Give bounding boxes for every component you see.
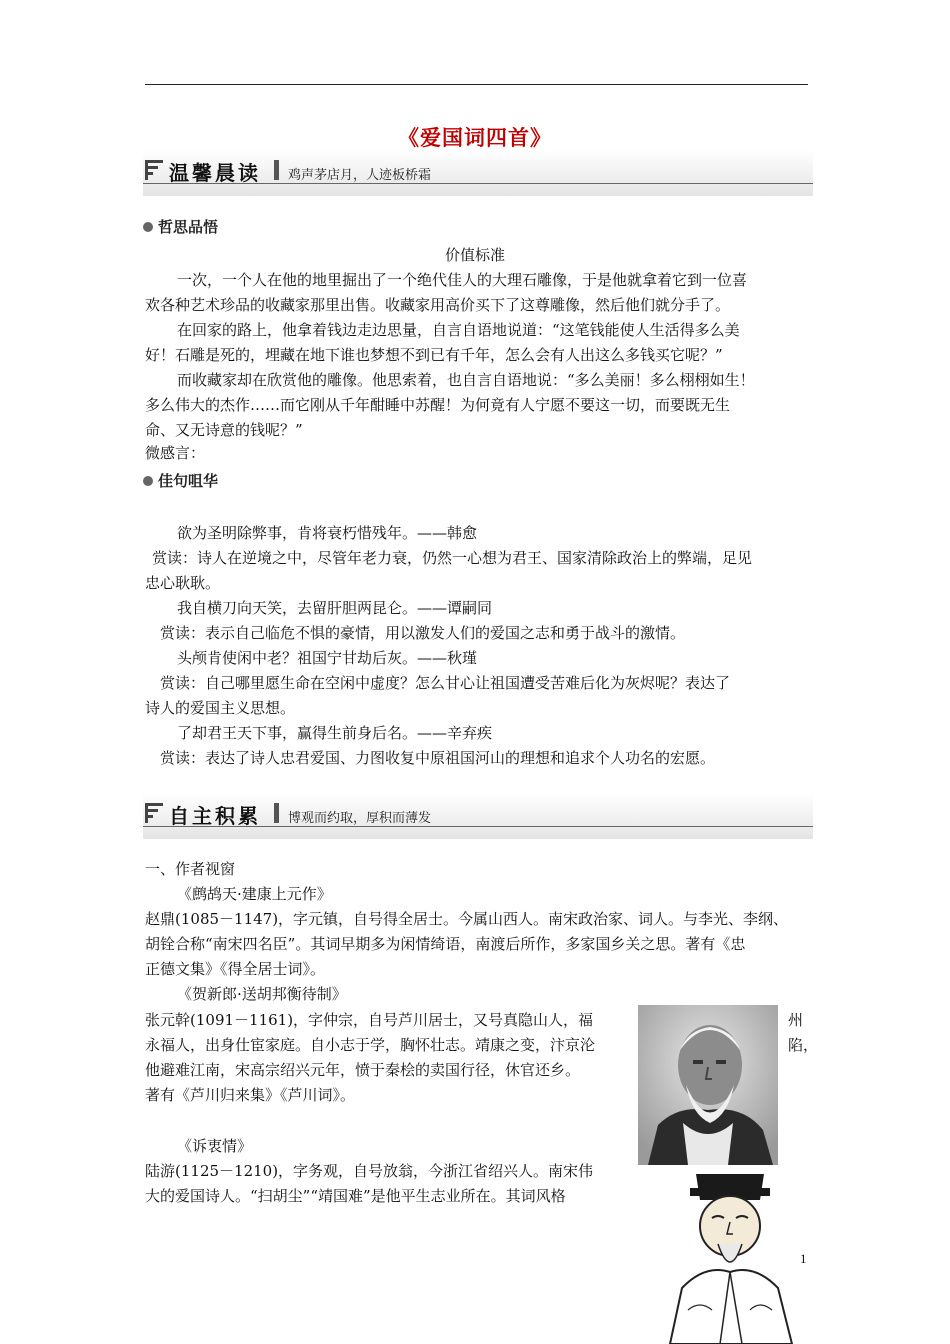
story-line: 在回家的路上，他拿着钱边走边思量，自言自语地说道：“这笔钱能使人生活得多么美 [177,321,740,339]
section-subtitle: 鸡声茅店月，人迹板桥霜 [288,168,432,183]
quote-line: 了却君王天下事，赢得生前身后名。——辛弃疾 [177,724,493,742]
section-subtitle: 博观而约取，厚积而薄发 [288,811,432,826]
author-bio-line: 陆游(1125－1210)，字务观，自号放翁，今浙江省绍兴人。南宋伟 [145,1162,594,1180]
stripe-emblem-icon [145,801,165,823]
bullet-dot-icon [143,476,153,486]
author-bio-tail: 州 [788,1011,804,1029]
poem-title: 《诉衷情》 [177,1137,253,1155]
story-line: 一次，一个人在他的地里掘出了一个绝代佳人的大理石雕像，于是他就拿着它到一位喜 [177,271,748,289]
appreciation-line: 赏读：自己哪里愿生命在空闲中虚度？怎么甘心让祖国遭受苦难后化为灰烬呢？表达了 [160,674,731,692]
author-bio-line: 正德文集》《得全居士词》。 [145,960,326,978]
heading-jiaju: 佳句咀华 [143,470,218,491]
story-line: 而收藏家却在欣赏他的雕像。他思索着，也自言自语地说：“多么美丽！多么栩栩如生！ [177,371,755,389]
appreciation-line: 赏读：表示自己临危不惧的豪情，用以激发人们的爱国之志和勇于战斗的激情。 [160,624,686,642]
quote-line: 头颅肯使闲中老？祖国宁甘劫后灰。——秋瑾 [177,649,478,667]
story-line: 欢各种艺术珍品的收藏家那里出售。收藏家用高价买下了这尊雕像，然后他们就分手了。 [145,296,731,314]
reflection-label: 微感言： [145,444,206,462]
author-bio-line: 张元幹(1091－1161)，字仲宗，自号芦川居士，又号真隐山人，福 [145,1011,594,1029]
author-bio-line: 永福人，出身仕宦家庭。自小志于学，胸怀壮志。靖康之变，汴京沦 [145,1036,596,1054]
author-bio-line: 著有《芦川归来集》《芦川词》。 [145,1086,356,1104]
appreciation-line: 赏读：表达了诗人忠君爱国、力图收复中原祖国河山的理想和追求个人功名的宏愿。 [160,749,716,767]
heading-zhesi: 哲思品悟 [143,216,218,237]
author-bio-tail: 陷， [788,1036,819,1054]
divider-bar [274,160,279,180]
section-header-morning-reading [143,150,813,196]
portrait-photo [638,1005,778,1165]
story-line: 命、又无诗意的钱呢？” [145,421,303,439]
poem-title: 《鹧鸪天·建康上元作》 [177,885,332,903]
quote-line: 欲为圣明除弊事，肯将衰朽惜残年。——韩愈 [177,524,478,542]
page-number: 1 [800,1251,807,1266]
section-header-self-accumulation [143,793,813,839]
portrait-scholar-icon [660,1160,800,1344]
divider-bar [274,803,279,823]
quote-line: 我自横刀向天笑，去留肝胆两昆仑。——谭嗣同 [177,599,493,617]
story-line: 多么伟大的杰作……而它刚从千年酣睡中苏醒！为何竟有人宁愿不要这一切，而要既无生 [145,396,731,414]
story-line: 好！石雕是死的，埋藏在地下谁也梦想不到已有千年，怎么会有人出这么多钱买它呢？” [145,346,723,364]
section-title: 自主积累 [169,804,261,828]
document-title: 《爱国词四首》 [398,125,552,150]
bullet-dot-icon [143,222,153,232]
appreciation-line: 忠心耿耿。 [145,574,221,592]
portrait-drawing [660,1160,800,1344]
appreciation-line: 赏读：诗人在逆境之中，尽管年老力衰，仍然一心想为君王、国家清除政治上的弊端，足见 [152,549,753,567]
stripe-emblem-icon [145,158,165,180]
story-title: 价值标准 [444,246,505,264]
section-title: 温馨晨读 [169,161,261,185]
author-bio-line: 大的爱国诗人。“扫胡尘”“靖国难”是他平生志业所在。其词风格 [145,1187,566,1205]
appreciation-line: 诗人的爱国主义思想。 [145,699,296,717]
portrait-elder-icon [638,1005,778,1165]
author-bio-line: 赵鼎(1085－1147)，字元镇，自号得全居士。今属山西人。南宋政治家、词人。与李光、李纲、 [145,910,789,928]
header-rule [145,84,808,85]
author-bio-line: 他避难江南，宋高宗绍兴元年，愤于秦桧的卖国行径，休官还乡。 [145,1061,581,1079]
author-heading: 一、作者视窗 [145,860,236,878]
poem-title: 《贺新郎·送胡邦衡待制》 [177,985,347,1003]
author-bio-line: 胡铨合称“南宋四名臣”。其词早期多为闲情绮语，南渡后所作，多家国乡关之思。著有《忠 [145,935,746,953]
